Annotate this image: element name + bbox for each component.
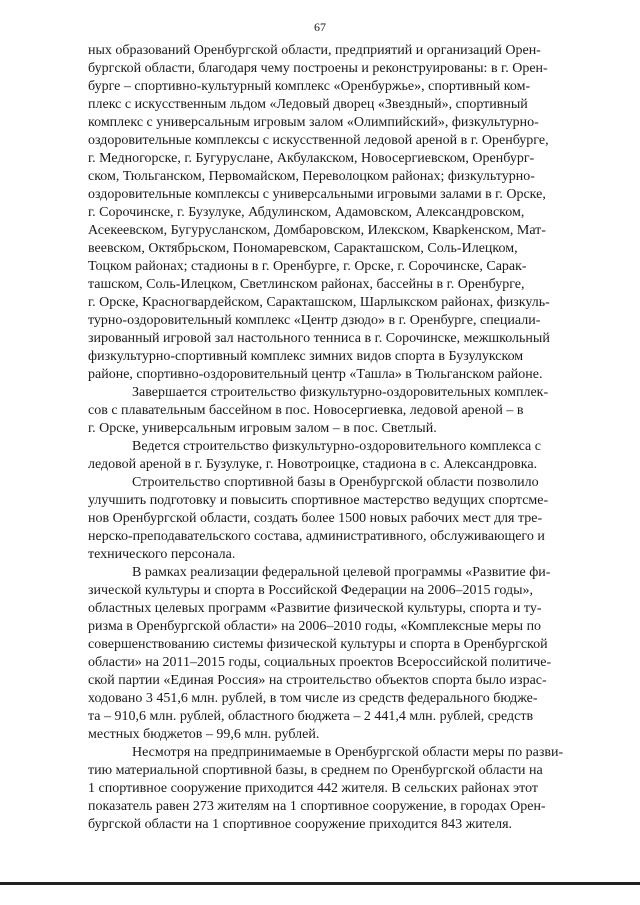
paragraph-funding-programs: В рамках реализации федеральной целевой программы «Развитие фи- зической культуры и спорта в Российской Федерации на 2006–2015 годы», областных целевых программ «Развитие физической культуры, спорта и ту- ризма в Оренбургской области» на 2006–2010 годы, «Комплексные меры по совершенствованию системы физической культуры и спорта в Оренбургской области» на 2011–2015 годы, социальных проектов Всероссийской политиче- ской партии «Единая Россия» на строительство объектов спорта было израс- ходовано 3 451,6 млн. рублей, в том числе из средств федерального бюдже- та – 910,6 млн. рублей, областного бюджета – 2 441,4 млн. рублей, средств местных бюджетов – 99,6 млн. рублей. (88, 565, 552, 742)
paragraph-facility-ratio: Несмотря на предпринимаемые в Оренбургской области меры по разви- тию материальной спортивной базы, в среднем по Оренбургской области на 1 спортивное сооружение приходится 442 жителя. В сельских районах этот показатель равен 273 жителям на 1 спортивное сооружение, в городах Орен- бургской области на 1 спортивное сооружение приходится 843 жителя. (88, 745, 564, 832)
paragraph-construction-completing: Завершается строительство физкультурно-оздоровительных комплек- сов с плавательным бассейном в пос. Новосергиевка, ледовой ареной – в г. Орске, универсальным игровым залом – в пос. Светлый. (88, 385, 549, 436)
document-body (88, 42, 584, 834)
paragraph-construction-ongoing: Ведется строительство физкультурно-оздоровительного комплекса с ледовой ареной в г. Бузулуке, г. Новотроицке, стадиона в с. Александровка. (88, 439, 541, 472)
page-number: 67 (314, 20, 326, 34)
bottom-rule (0, 882, 640, 885)
paragraph-sports-base-results: Строительство спортивной базы в Оренбургской области позволило улучшить подготовку и повысить спортивное мастерство ведущих спортсме- нов Оренбургской области, создать более 1500 новых рабочих мест для тре- нерско-преподавательского состава, административного, обслуживающего и технического персонала. (88, 475, 549, 562)
paragraph-sports-facilities-list: ных образований Оренбургской области, предприятий и организаций Орен- бургской области, благодаря чему построены и реконструированы: в г. Орен- бурге – спортивно-культурный комплекс «Оренбуржье», спортивный ком- плекс с искусственным льдом «Ледовый дворец «Звездный», спортивный комплекс с универсальным игровым залом «Олимпийский», физкультурно- оздоровительные комплексы с искусственной ледовой ареной в г. Оренбурге, г. Медногорске, г. Бугуруслане, Акбулакском, Новосергиевском, Оренбург- ском, Тюльганском, Первомайском, Переволоцком районах; физкультурно- оздоровительные комплексы с универсальными игровыми залами в г. Орске, г. Сорочинске, г. Бузулуке, Абдулинском, Адамовском, Александровском, Асекеевском, Бугурусланском, Домбаровском, Илекском, Кварkенском, Мат- веевском, Октябрьском, Пономаревском, Саракташском, Соль-Илецком, Тоцком районах; стадионы в г. Оренбурге, г. Орске, г. Сорочинске, Сарак- ташском, Соль-Илецком, Светлинском районах, бассейны в г. Оренбурге, г. Орске, Красногвардейском, Саракташском, Шарлыкском районах, физкуль- турно-оздоровительный комплекс «Центр дзюдо» в г. Оренбурге, специали- зированный игровой зал настольного тенниса в г. Сорочинске, межшкольный физкультурно-спортивный комплекс зимних видов спорта в Бузулукском районе, спортивно-оздоровительный центр «Ташла» в Тюльганском районе. (88, 43, 550, 382)
